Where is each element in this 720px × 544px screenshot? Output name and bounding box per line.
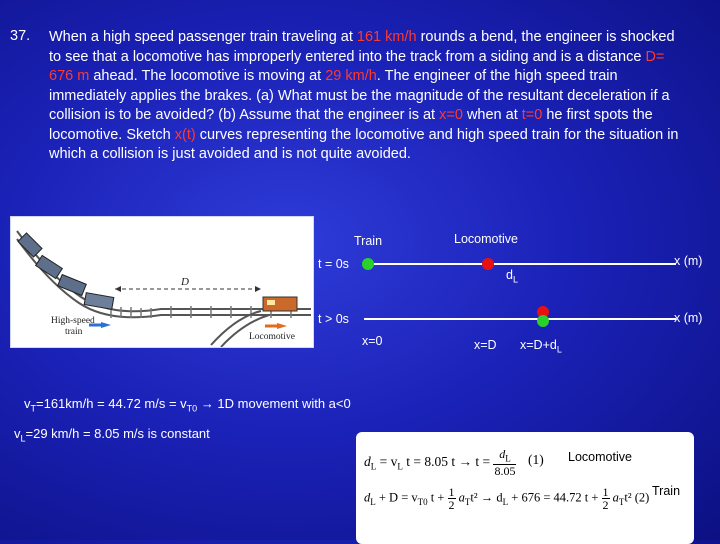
- train-caption: train: [65, 327, 83, 337]
- axis-unit: x (m): [674, 311, 703, 325]
- distance-arrow-right-icon: [255, 286, 261, 292]
- problem-text: When a high speed passenger train traveling at: [49, 29, 357, 45]
- eq-term: t = 8.05 t → t =: [406, 453, 491, 469]
- train-dot-t: [537, 315, 549, 327]
- train-illustration: [10, 216, 314, 348]
- distance-label: D: [181, 276, 189, 288]
- high-speed-train-icon: [18, 233, 114, 309]
- note-train-velocity: [24, 396, 351, 414]
- problem-text: . The engineer of the high speed train immediately applies the brakes. (a) What must be the magnitude of the resultant deceleration if a collision is to be avoided? (b) Assume that the engineer is at: [49, 68, 670, 123]
- note-loco-velocity: [14, 426, 210, 444]
- v-symbol: v: [14, 426, 21, 441]
- xt-highlight: x(t): [174, 126, 196, 143]
- t0-highlight: t=0: [521, 107, 543, 123]
- eq-term: a: [458, 490, 465, 505]
- eq-sub: L: [397, 461, 403, 472]
- eq-term: d: [364, 490, 371, 505]
- problem-number: 37.: [10, 28, 31, 44]
- xddl-main: x=D+d: [520, 338, 557, 352]
- v-sub: L: [20, 433, 26, 444]
- eq-sub: T0: [417, 496, 428, 507]
- dl-main: d: [506, 268, 513, 282]
- equation-2: [364, 486, 649, 511]
- eq-term: 2: [602, 498, 609, 512]
- train-dot-t0: [362, 258, 374, 270]
- eq-fraction: [493, 448, 516, 477]
- loco-speed-highlight: 29 km/h: [325, 68, 377, 84]
- problem-text: curves representing the locomotive and high speed train for the situation in which a collision is just avoided and is not quite avoided.: [49, 126, 679, 162]
- t0-label: t = 0s: [318, 257, 349, 271]
- x0-label: x=0: [362, 334, 383, 348]
- x0-highlight: x=0: [439, 107, 463, 123]
- note-text: 1D movement with a<0: [213, 396, 351, 411]
- equation-1: [364, 448, 516, 477]
- note-text: =161km/h = 44.72 m/s = v: [36, 396, 187, 411]
- distance-highlight: D= 676 m: [49, 48, 665, 84]
- equation-2-tag: (2): [634, 490, 650, 505]
- axis-line-t0: [364, 263, 676, 265]
- eq-term: a: [612, 490, 619, 505]
- problem-text: when at: [462, 107, 522, 123]
- problem-statement: [49, 28, 689, 165]
- loco-dot-t0: [482, 258, 494, 270]
- equation-1-tag: (1): [528, 452, 544, 467]
- eq-fraction: [448, 486, 456, 511]
- loco-caption: Locomotive: [249, 332, 295, 342]
- siding-rail: [221, 315, 269, 347]
- arrow-right-icon: →: [200, 396, 214, 411]
- eq-term: 2: [448, 498, 455, 512]
- eq-sub: L: [370, 461, 377, 472]
- eq-sub: L: [502, 496, 509, 507]
- train-illustration-svg: [11, 217, 313, 347]
- train-caption: High-speed: [51, 316, 95, 326]
- eq-sub: T: [464, 496, 471, 507]
- v-sub: T0: [186, 403, 198, 414]
- locomotive-label: Locomotive: [454, 232, 518, 246]
- eq-sub: L: [370, 496, 376, 507]
- eq-term: 1: [602, 485, 609, 499]
- eq-sub: L: [505, 453, 511, 464]
- axis-unit: x (m): [674, 254, 703, 268]
- eq-term: t +: [430, 490, 445, 505]
- eq-fraction: [602, 486, 610, 511]
- formula-box: [356, 432, 694, 544]
- distance-arrow-left-icon: [115, 286, 121, 292]
- dl-sub: L: [512, 274, 518, 285]
- eq-term: d: [499, 447, 506, 461]
- eq-term: t² → d: [470, 490, 503, 505]
- dl-label: [506, 268, 518, 285]
- eq-term: 8.05: [494, 464, 516, 479]
- v-symbol: v: [24, 396, 31, 411]
- eq-term: d: [364, 453, 371, 469]
- eq-term: 1: [448, 485, 455, 499]
- v-sub: T: [30, 403, 36, 414]
- train-speed-highlight: 161 km/h: [356, 29, 417, 45]
- eq-term: t²: [624, 490, 632, 505]
- problem-text: he first spots the locomotive. Sketch: [49, 107, 653, 143]
- axis-line-t: [364, 318, 676, 320]
- equation-1-name: Locomotive: [568, 450, 632, 464]
- eq-term: = v: [376, 453, 398, 469]
- problem-text: ahead. The locomotive is moving at: [89, 68, 326, 84]
- eq-sub: T: [618, 496, 625, 507]
- problem-text: rounds a bend, the engineer is shocked to see that a locomotive has improperly entered into the track from a siding and is a distance: [49, 29, 675, 65]
- xd-label: x=D: [474, 338, 497, 352]
- equation-2-name: Train: [652, 484, 681, 498]
- locomotive-icon: [263, 297, 297, 311]
- xddl-sub: L: [556, 344, 562, 355]
- xddl-label: [520, 338, 562, 355]
- t-greater-label: t > 0s: [318, 312, 349, 326]
- train-label: Train: [354, 234, 383, 248]
- note-text: =29 km/h = 8.05 m/s is constant: [25, 426, 210, 441]
- eq-term: + D = v: [375, 490, 418, 505]
- eq-term: + 676 = 44.72 t +: [508, 490, 599, 505]
